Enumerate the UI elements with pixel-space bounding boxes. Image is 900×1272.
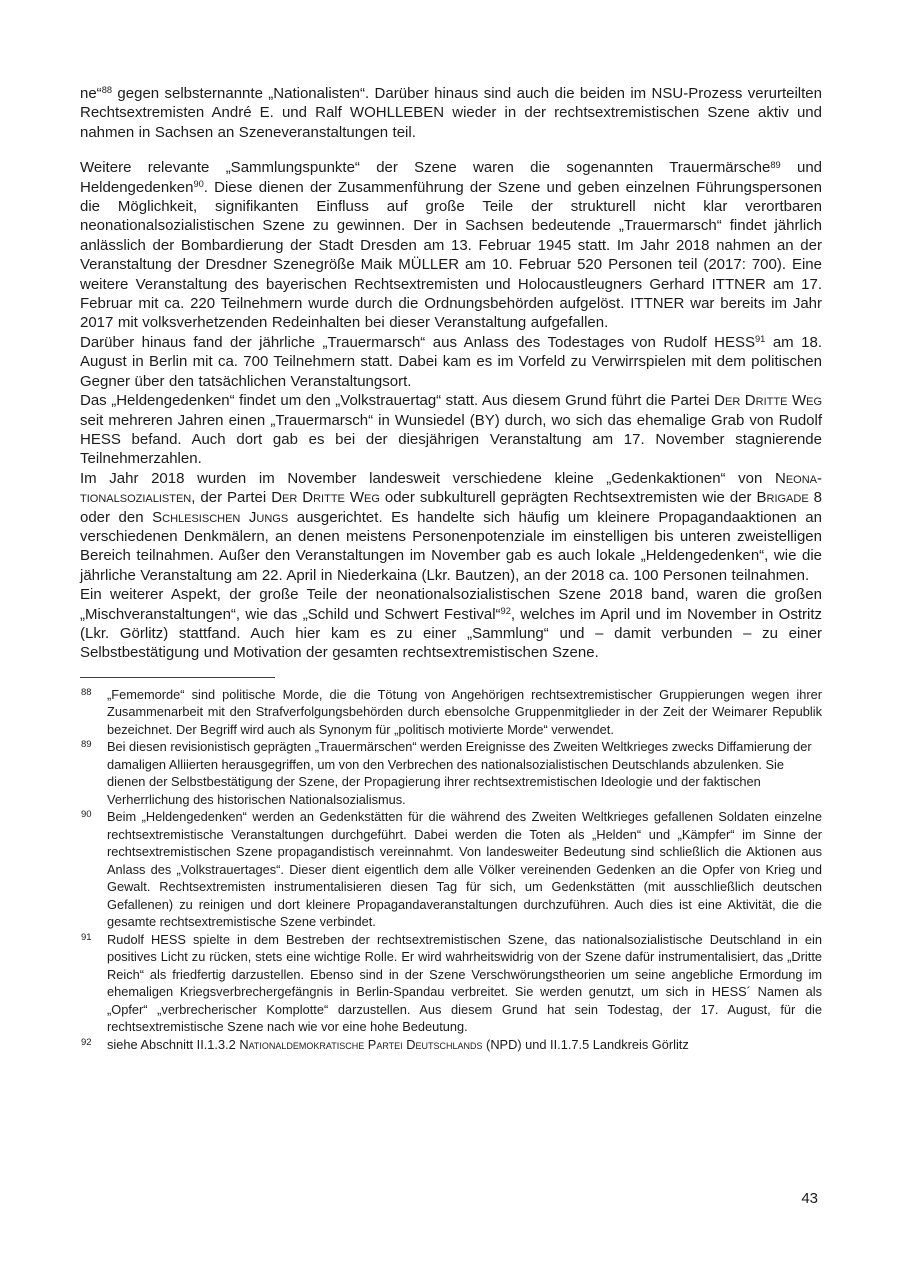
footnote-separator bbox=[80, 677, 275, 678]
footnote-number: 92 bbox=[81, 1036, 92, 1048]
footnote-number: 90 bbox=[81, 809, 92, 821]
footnote-text: Bei diesen revisionistisch geprägten „Trauermärschen“ werden Ereignisse des Zweiten Weltkrieges zwecks Diffamierung der damaligen Alliierten herausgegriffen, um von den Verbrechen des nationalsozialistischen Deutschlands abzulenken. Sie dienen der Selbstbestätigung der Szene, der Propagierung ihrer rechtsextremistischen Ideologie und der faktischen Verherrlichung des historischen Nationalsozialismus. bbox=[107, 739, 812, 807]
body-paragraph-2: Weitere relevante „Sammlungspunkte“ der Szene waren die sogenannten Trauermärsche$^{89}$ und Heldengedenken$^{90}$. Diese dienen der Zusammenführung der Szene und geben einzelnen Führungspersonen die Möglichkeit, signifikanten Einfluss auf große Teile der strukturell nicht klar verortbaren neonationalsozialistischen Szene zu gewinnen. Der in Sachsen bedeutende „Trauermarsch“ findet jährlich anlässlich der Bombardierung der Stadt Dresden am 13. Februar 1945 statt. Im Jahr 2018 nahmen an der Veranstaltung der Dresdner Szenegröße Maik MÜLLER am 10. Februar 520 Personen teil (2017: 700). Eine weitere Veranstaltung des bayerischen Rechtsextremisten und Holocaustleugners Gerhard ITTNER am 17. Februar mit ca. 220 Teilnehmern wurde durch die Ordnungsbehörden aufgelöst. ITTNER war bereits im Jahr 2017 mit volksverhetzenden Redeinhalten bei dieser Veranstaltung aufgefallen. bbox=[80, 159, 823, 332]
footnote-text: Beim „Heldengedenken“ werden an Gedenkstätten für die während des Zweiten Weltkrieges gefallenen Soldaten einzelne rechtsextremistische Veranstaltungen durchgeführt. Dabei werden die Toten als „Helden“ und „Kämpfer“ im Sinne der rechtsextremistischen Szene propagandistisch vereinnahmt. Von landesweiter Bedeutung sind schließlich die Aktionen aus Anlass des „Volkstrauertages“. Dieser dient eigentlich dem alle Völker vereinenden Gedenken an die Opfer von Krieg und Gewalt. Rechtsextremisten instrumentalisieren diesen Tag für sich, um Gedenkstätten (mit ausschließlich deutschen Gefallenen) zu reinigen und dort kleinere Propagandaveranstaltungen durchzuführen. Auch dies ist eine Aktivität, die die gesamte rechtsextremistische Szene verbindet. bbox=[107, 809, 822, 930]
body-paragraph-1: ne“$^{88}$ gegen selbsternannte „Nationalisten“. Darüber hinaus sind auch die beiden im NSU-Prozess verurteilten Rechtsextremisten André E. und Ralf WOHLLEBEN wieder in der rechtsextremistischen Szene aktiv und nahmen in Sachsen an Szeneveranstaltungen teil. bbox=[80, 85, 822, 141]
body-paragraph-3: Darüber hinaus fand der jährliche „Trauermarsch“ aus Anlass des Todestages von Rudolf HESS$^{91}$ am 18. August in Berlin mit ca. 700 Teilnehmern statt. Dabei kam es im Vorfeld zu Verwirrspielen mit dem politischen Gegner über den tatsächlichen Veranstaltungsort. bbox=[80, 333, 822, 390]
footnote-90 bbox=[80, 808, 822, 931]
body-paragraph-5: Im Jahr 2018 wurden im November landesweit verschiedene kleine „Gedenkaktionen“ von Neonationalsozialisten, der Partei Der Dritte Weg oder subkulturell geprägten Rechtsextremisten wie der Brigade 8 oder den Schlesischen Jungs ausgerichtet. Es handelte sich häufig um kleinere Propagandaaktionen an verschiedenen Denkmälern, an denen meistens Personenpotenziale im einstelligen bis unteren zweistelligen Bereich teilnahmen. Außer den Veranstaltungen im November gab es auch lokale „Heldengedenken“, wie die jährliche Veranstaltung am 22. April in Niederkaina (Lkr. Bautzen), an der 2018 ca. 100 Personen teilnahmen. bbox=[80, 469, 822, 584]
body-paragraph-6: Ein weiterer Aspekt, der große Teile der neonationalsozialistischen Szene 2018 band, waren die großen „Mischveranstaltungen“, wie das „Schild und Schwert Festival“$^{92}$, welches im April und im November in Ostritz (Lkr. Görlitz) stattfand. Auch hier kam es zu einer „Sammlung“ und – damit verbunden – zu einer Selbstbestätigung und Motivation der gesamten rechtsextremistischen Szene. bbox=[80, 586, 822, 662]
footnote-text: siehe Abschnitt II.1.3.2 Nationaldemokratische Partei Deutschlands (NPD) und II.1.7.5 Landkreis Görlitz bbox=[107, 1036, 689, 1052]
footnote-text: Rudolf HESS spielte in dem Bestreben der rechtsextremistischen Szene, das nationalsozialistische Deutschland in ein positives Licht zu rücken, stets eine wichtige Rolle. Er wird wahrheitswidrig von der Szene dafür instrumentalisiert, das „Dritte Reich“ als friedfertig darzustellen. Ebenso sind in der Szene Verschwörungstheorien um seine angebliche Ermordung im ehemaligen Kriegsverbrechergefängnis in Berlin-Spandau verbreitet. Sie werden genutzt, um sich in HESS´ Namen als „Opfer“ „verbrecherischer Komplotte“ darzustellen. Aus diesem Grund hat sein Todestag, der 17. August, für die rechtsextremistische Szene nach wie vor eine hohe Bedeutung. bbox=[107, 931, 822, 1035]
page-number: 43 bbox=[801, 1190, 818, 1207]
page-content bbox=[80, 84, 822, 1053]
footnote-91 bbox=[80, 931, 822, 1036]
footnote-92 bbox=[80, 1036, 822, 1054]
footnotes-section bbox=[80, 686, 822, 1054]
footnote-number: 88 bbox=[81, 686, 92, 698]
footnote-89 bbox=[80, 738, 822, 808]
footnote-number: 89 bbox=[81, 739, 92, 751]
body-paragraph-4: Das „Heldengedenken“ findet um den „Volkstrauertag“ statt. Aus diesem Grund führt die Partei Der Dritte Weg seit mehreren Jahren einen „Trauermarsch“ in Wunsiedel (BY) durch, wo sich das ehemalige Grab von Rudolf HESS befand. Auch dort gab es bei der diesjährigen Veranstaltung am 17. November stagnierende Teilnehmerzahlen. bbox=[80, 392, 822, 468]
footnote-text: „Fememorde“ sind politische Morde, die die Tötung von Angehörigen rechtsextremistischer Gruppierungen wegen ihrer Zusammenarbeit mit den Strafverfolgungsbehörden durch ebensolche Gruppenmitglieder in der Zeit der Weimarer Republik bezeichnet. Der Begriff wird auch als Synonym für „politisch motivierte Morde“ verwendet. bbox=[107, 686, 822, 737]
footnote-number: 91 bbox=[81, 931, 92, 943]
footnote-88 bbox=[80, 686, 822, 739]
